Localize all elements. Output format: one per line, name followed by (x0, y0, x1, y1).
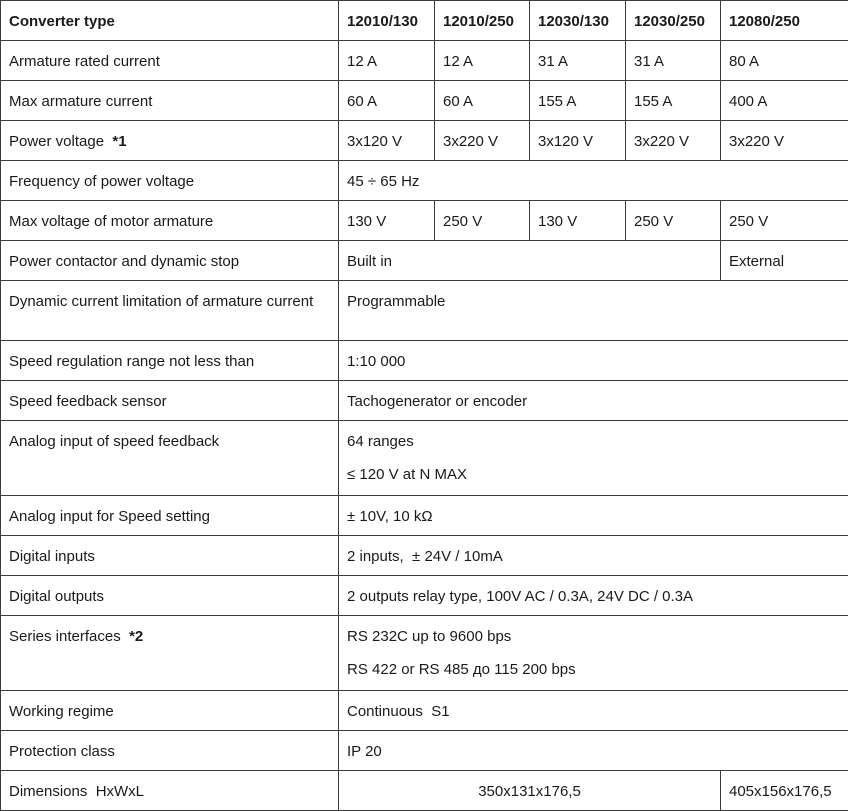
cell-value: 155 A (626, 81, 721, 121)
row-label: Working regime (1, 691, 339, 731)
table-row (1, 281, 848, 341)
table-row (1, 771, 848, 811)
row-label: Protection class (1, 731, 339, 771)
cell-value: IP 20 (339, 731, 848, 771)
row-label: Digital inputs (1, 536, 339, 576)
cell-line: RS 232C up to 9600 bps (347, 626, 840, 648)
header-model: 12030/130 (530, 1, 626, 41)
header-model: 12010/130 (339, 1, 435, 41)
row-label-text: Series interfaces (9, 628, 121, 645)
cell-value (339, 421, 848, 496)
header-model: 12030/250 (626, 1, 721, 41)
row-label: Power contactor and dynamic stop (1, 241, 339, 281)
row-label: Max voltage of motor armature (1, 201, 339, 241)
row-label (1, 121, 339, 161)
row-label: Digital outputs (1, 576, 339, 616)
table-row (1, 496, 848, 536)
table-row (1, 201, 848, 241)
row-label: Speed feedback sensor (1, 381, 339, 421)
table-row (1, 421, 848, 496)
row-label: Dynamic current limitation of armature current (1, 281, 339, 341)
cell-value: 250 V (626, 201, 721, 241)
cell-value: 3x120 V (530, 121, 626, 161)
row-label: Armature rated current (1, 41, 339, 81)
cell-value: 130 V (339, 201, 435, 241)
cell-value: 80 A (721, 41, 848, 81)
cell-value: Continuous S1 (339, 691, 848, 731)
cell-value: 130 V (530, 201, 626, 241)
row-label: Max armature current (1, 81, 339, 121)
row-label: Analog input for Speed setting (1, 496, 339, 536)
row-label: Dimensions HxWxL (1, 771, 339, 811)
cell-value: 31 A (530, 41, 626, 81)
row-label: Frequency of power voltage (1, 161, 339, 201)
header-label: Converter type (1, 1, 339, 41)
cell-value (339, 616, 848, 691)
row-label: Speed regulation range not less than (1, 341, 339, 381)
row-label (1, 616, 339, 691)
cell-value: 250 V (435, 201, 530, 241)
table-row (1, 691, 848, 731)
cell-line: 64 ranges (347, 431, 840, 453)
cell-value: ± 10V, 10 kΩ (339, 496, 848, 536)
footnote-marker: *2 (129, 628, 143, 645)
cell-value: 250 V (721, 201, 848, 241)
cell-value: 3x220 V (626, 121, 721, 161)
cell-value: 31 A (626, 41, 721, 81)
cell-value: 45 ÷ 65 Hz (339, 161, 848, 201)
cell-line: RS 422 or RS 485 до 115 200 bps (347, 659, 840, 681)
cell-value: 3x220 V (435, 121, 530, 161)
cell-value: 2 inputs, ± 24V / 10mA (339, 536, 848, 576)
cell-value: 155 A (530, 81, 626, 121)
cell-value: 1:10 000 (339, 341, 848, 381)
cell-line: ≤ 120 V at N MAX (347, 464, 840, 486)
footnote-marker: *1 (112, 133, 126, 150)
cell-value: 350x131x176,5 (339, 771, 721, 811)
header-model: 12010/250 (435, 1, 530, 41)
cell-value: Built in (339, 241, 721, 281)
cell-value: 60 A (339, 81, 435, 121)
cell-value: 60 A (435, 81, 530, 121)
table-row (1, 161, 848, 201)
header-row (1, 1, 848, 41)
cell-value: 12 A (339, 41, 435, 81)
header-model: 12080/250 (721, 1, 848, 41)
table-row (1, 241, 848, 281)
cell-value: Programmable (339, 281, 848, 341)
cell-value: 3x120 V (339, 121, 435, 161)
table-row (1, 381, 848, 421)
table-row (1, 731, 848, 771)
cell-value: 400 A (721, 81, 848, 121)
table-row (1, 576, 848, 616)
row-label: Analog input of speed feedback (1, 421, 339, 496)
table-row (1, 41, 848, 81)
table-row (1, 81, 848, 121)
cell-value: 2 outputs relay type, 100V AC / 0.3A, 24V DC / 0.3A (339, 576, 848, 616)
table-row (1, 121, 848, 161)
row-label-text: Power voltage (9, 133, 104, 150)
cell-value: Tachogenerator or encoder (339, 381, 848, 421)
table-row (1, 341, 848, 381)
table-row (1, 616, 848, 691)
table-row (1, 536, 848, 576)
cell-value: External (721, 241, 848, 281)
cell-value: 3x220 V (721, 121, 848, 161)
cell-value: 12 A (435, 41, 530, 81)
cell-value: 405x156x176,5 (721, 771, 848, 811)
